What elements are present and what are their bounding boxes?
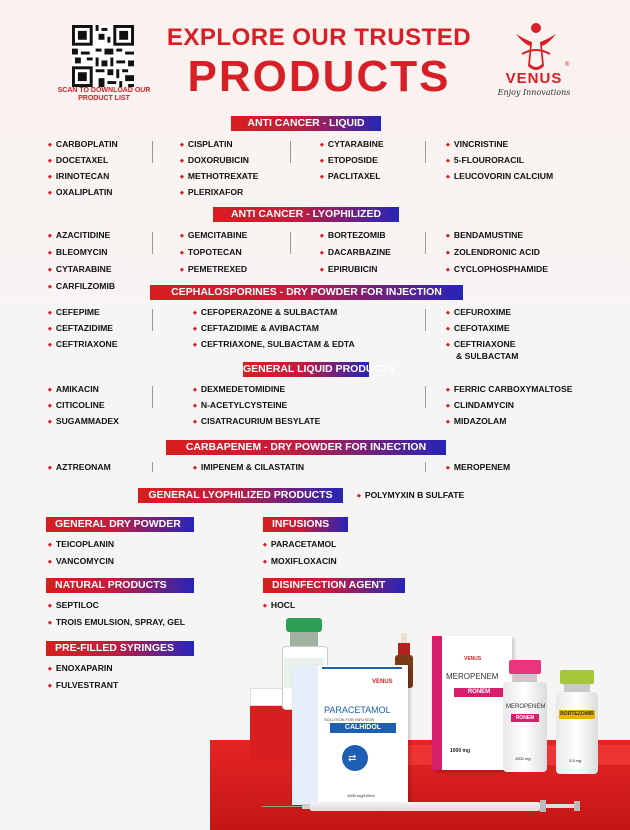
list-item: ◆ CEFOPERAZONE & SULBACTAM: [193, 307, 355, 318]
natural-items: [48, 600, 185, 628]
section-header-anti-cancer-lyophilized: ANTI CANCER - LYOPHILIZED: [213, 207, 399, 222]
list-item: ◆ ENOXAPARIN: [48, 663, 118, 674]
anti-cancer-lyo-col2: [180, 230, 247, 275]
carbapenem-col3: [446, 462, 510, 473]
list-item: ◆ MIDAZOLAM: [446, 416, 572, 427]
list-item: ◆ CEFUROXIME: [446, 307, 518, 318]
vial-meropenem-name: MEROPENEM: [506, 704, 546, 710]
column-divider: [152, 141, 153, 163]
list-item: ◆ CISPLATIN: [180, 139, 258, 150]
list-item: ◆ SUGAMMADEX: [48, 416, 119, 427]
list-item: ◆ EPIRUBICIN: [320, 264, 391, 275]
list-item: ◆ BLEOMYCIN: [48, 247, 115, 258]
list-item: ◆ DACARBAZINE: [320, 247, 391, 258]
list-item-continuation: & SULBACTAM: [456, 351, 519, 361]
list-item: ◆ CARBOPLATIN: [48, 139, 118, 150]
section-header-pre-filled-syringes: PRE-FILLED SYRINGES: [46, 641, 194, 656]
package-meropenem-brand: RONEM: [454, 688, 504, 697]
list-item: ◆ ETOPOSIDE: [320, 155, 384, 166]
list-item: ◆ GEMCITABINE: [180, 230, 247, 241]
anti-cancer-lyo-col3: [320, 230, 391, 275]
package-paracetamol-sub: SOLUTION FOR INFUSION: [324, 717, 375, 722]
registered-mark: ®: [565, 62, 570, 68]
product-box-meropenem: [432, 636, 512, 770]
section-header-general-lyophilized: GENERAL LYOPHILIZED PRODUCTS: [138, 488, 343, 503]
list-item: ◆ PEMETREXED: [180, 264, 247, 275]
column-divider: [425, 141, 426, 163]
list-item: ◆ VANCOMYCIN: [48, 556, 114, 567]
prefilled-items: [48, 663, 118, 691]
list-item: ◆ TOPOTECAN: [180, 247, 247, 258]
section-header-carbapenem: CARBAPENEM - DRY POWDER FOR INJECTION: [166, 440, 446, 455]
section-header-anti-cancer-liquid: ANTI CANCER - LIQUID: [231, 116, 381, 131]
list-item: ◆ CEFOTAXIME: [446, 323, 518, 334]
carbapenem-col2: [193, 462, 304, 473]
vial-meropenem-brand: RONEM: [511, 714, 539, 722]
column-divider: [425, 232, 426, 254]
list-item: ◆ ZOLENDRONIC ACID: [446, 247, 548, 258]
column-divider: [425, 462, 426, 472]
list-item: ◆ CYCLOPHOSPHAMIDE: [446, 264, 548, 275]
cephalosporines-col2: [193, 307, 355, 350]
anti-cancer-lyo-col1: [48, 230, 115, 292]
cephalosporines-col3: [446, 307, 518, 362]
package-meropenem-name: MEROPENEM: [446, 672, 499, 681]
package-paracetamol-name: PARACETAMOL: [324, 705, 391, 715]
anti-cancer-liquid-col2: [180, 139, 258, 198]
list-item: ◆ DOXORUBICIN: [180, 155, 258, 166]
vial-bortezomib-dose: 3.5 mg: [569, 758, 582, 763]
list-item: ◆ CEFTRIAXONE: [48, 339, 117, 350]
carbapenem-col1: [48, 462, 111, 473]
list-item: ◆ CEFEPIME: [48, 307, 117, 318]
column-divider: [425, 386, 426, 408]
product-syringe: [262, 800, 580, 812]
column-divider: [290, 232, 291, 254]
list-item: ◆ TROIS EMULSION, SPRAY, GEL: [48, 617, 185, 628]
product-vial-bortezomib: [556, 670, 598, 774]
list-item: ◆ BORTEZOMIB: [320, 230, 391, 241]
list-item: ◆ CYTARABINE: [320, 139, 384, 150]
anti-cancer-liquid-col4: [446, 139, 553, 182]
list-item: ◆ CLINDAMYCIN: [446, 400, 572, 411]
column-divider: [290, 141, 291, 163]
list-item: ◆ LEUCOVORIN CALCIUM: [446, 171, 553, 182]
list-item: ◆ METHOTREXATE: [180, 171, 258, 182]
list-item: ◆ MEROPENEM: [446, 462, 510, 473]
list-item: ◆ IRINOTECAN: [48, 171, 118, 182]
list-item: ◆ CITICOLINE: [48, 400, 119, 411]
anti-cancer-lyo-col4: [446, 230, 548, 275]
general-liquid-col2: [193, 384, 320, 427]
list-item: ◆ AZTREONAM: [48, 462, 111, 473]
general-liquid-col1: [48, 384, 119, 427]
column-divider: [425, 309, 426, 331]
column-divider: [152, 309, 153, 331]
list-item: ◆ DOCETAXEL: [48, 155, 118, 166]
anti-cancer-liquid-col1: [48, 139, 118, 198]
package-brand: VENUS: [372, 679, 393, 685]
list-item: ◆ VINCRISTINE: [446, 139, 553, 150]
list-item: ◆ HOCL: [263, 600, 295, 611]
section-header-general-liquid: GENERAL LIQUID PRODUCTS: [243, 363, 395, 375]
list-item: ◆ PACLITAXEL: [320, 171, 384, 182]
vial-bortezomib-name: BORTEZOMIB: [560, 711, 594, 717]
list-item: ◆ MOXIFLOXACIN: [263, 556, 337, 567]
list-item: ◆ AZACITIDINE: [48, 230, 115, 241]
list-item: ◆ CARFILZOMIB: [48, 281, 115, 292]
brand-name: VENUS: [505, 70, 563, 87]
general-lyo-items: [357, 490, 464, 501]
cephalosporines-col1: [48, 307, 117, 350]
list-item: ◆ CISATRACURIUM BESYLATE: [193, 416, 320, 427]
list-item: ◆ OXALIPLATIN: [48, 187, 118, 198]
list-item: ◆ IMIPENEM & CILASTATIN: [193, 462, 304, 473]
package-paracetamol-brand: CALHIDOL: [330, 723, 396, 733]
list-item: ◆ FERRIC CARBOXYMALTOSE: [446, 384, 572, 395]
section-header-general-dry-powder: GENERAL DRY POWDER: [46, 517, 194, 532]
list-item: ◆ FULVESTRANT: [48, 680, 118, 691]
scan-instructions: SCAN TO DOWNLOAD OUR PRODUCT LIST: [57, 87, 151, 102]
qr-code[interactable]: [72, 25, 134, 87]
arrow-icon: ⇄: [348, 753, 357, 764]
list-item: ◆ DEXMEDETOMIDINE: [193, 384, 320, 395]
list-item: ◆ CYTARABINE: [48, 264, 115, 275]
package-meropenem-dose: 1000 mg: [450, 748, 471, 754]
column-divider: [152, 232, 153, 254]
list-item: ◆ BENDAMUSTINE: [446, 230, 548, 241]
section-header-cephalosporines: CEPHALOSPORINES - DRY POWDER FOR INJECTION: [150, 285, 463, 300]
venus-logo-icon: [512, 20, 560, 72]
list-item: ◆ CEFTRIAXONE: [446, 339, 518, 350]
disinfection-items: [263, 600, 295, 611]
column-divider: [152, 462, 153, 472]
general-dry-items: [48, 539, 114, 567]
brand-tagline: Enjoy Innovations: [497, 88, 571, 97]
list-item: ◆ PARACETAMOL: [263, 539, 337, 550]
column-divider: [152, 386, 153, 408]
section-header-infusions: INFUSIONS: [263, 517, 348, 532]
package-paracetamol-dose: 1000 mg/100ml: [347, 793, 375, 798]
list-item: ◆ CEFTAZIDIME & AVIBACTAM: [193, 323, 355, 334]
page-title-line1: EXPLORE OUR TRUSTED: [166, 24, 472, 51]
list-item: ◆ PLERIXAFOR: [180, 187, 258, 198]
anti-cancer-liquid-col3: [320, 139, 384, 182]
vial-meropenem-dose: 1000 mg: [515, 756, 531, 761]
list-item: ◆ AMIKACIN: [48, 384, 119, 395]
list-item: ◆ POLYMYXIN B SULFATE: [357, 490, 464, 501]
list-item: ◆ TEICOPLANIN: [48, 539, 114, 550]
list-item: ◆ SEPTILOC: [48, 600, 185, 611]
page-title-line2: PRODUCTS: [187, 52, 451, 101]
infusions-items: [263, 539, 337, 567]
list-item: ◆ 5-FLOURORACIL: [446, 155, 553, 166]
section-header-disinfection-agent: DISINFECTION AGENT: [263, 578, 405, 593]
product-vial-meropenem: [503, 660, 547, 772]
section-header-natural-products: NATURAL PRODUCTS: [46, 578, 194, 593]
list-item: ◆ N-ACETYLCYSTEINE: [193, 400, 320, 411]
package-brand: VENUS: [464, 656, 482, 662]
product-box-paracetamol: [292, 665, 408, 805]
list-item: ◆ CEFTRIAXONE, SULBACTAM & EDTA: [193, 339, 355, 350]
general-liquid-col3: [446, 384, 572, 427]
list-item: ◆ CEFTAZIDIME: [48, 323, 117, 334]
